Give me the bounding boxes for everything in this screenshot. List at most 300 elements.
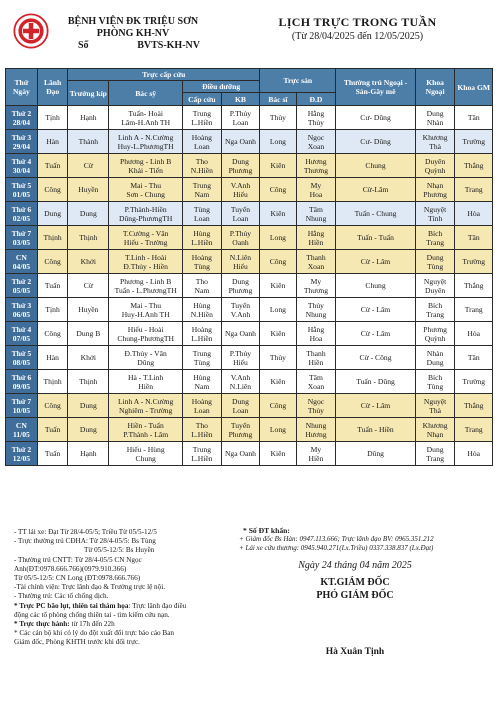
cell-regular-line: Tuấn - Hiền [357,425,394,434]
cell-ob-doctor-line: Thủy [269,113,286,122]
cell-doctor [109,202,183,226]
cell-leader [37,346,68,370]
table-row [6,178,493,202]
cell-leader-line: Công [44,401,61,410]
cell-nurse-kb-line: Dung [232,396,249,406]
cell-nurse-er-line: N.Hiền [190,165,213,175]
cell-anesthesia [455,274,493,298]
cell-surgery-line: Tùng [427,261,444,271]
cell-ob-doctor [260,202,296,226]
cell-day-line: Thứ 5 [11,348,32,358]
cell-ob-dd [296,154,336,178]
cell-ob-dd-line: Hiền [308,453,324,463]
cell-day-line: Thứ 4 [11,156,32,166]
cell-ob-dd-line: My [310,276,322,286]
page-title: LỊCH TRỰC TRONG TUẦN [278,15,437,29]
notes-block [14,528,239,648]
col-anesthesia: Khoa GM [455,69,493,106]
cell-ob-dd-line: Xoan [307,261,325,271]
cell-leader-line: Tuấn [44,161,61,170]
cell-regular-line: Cừ - Lâm [360,257,391,266]
cell-nurse-kb [221,394,260,418]
cell-surgery-line: Bích [427,372,443,382]
cell-regular [336,130,415,154]
cell-surgery-line: Quỳnh [424,165,446,175]
cell-leader [37,130,68,154]
cell-nurse-kb-line: Loan [232,213,249,223]
cell-leader [37,322,68,346]
table-row [6,298,493,322]
cell-leader [37,250,68,274]
emergency-contacts [233,526,495,553]
cell-regular-line: Cừ - Lâm [360,401,391,410]
cell-day [6,418,38,442]
cell-day [6,178,38,202]
cell-nurse-er [183,298,222,322]
cell-nurse-kb-line: Nga Oanh [224,449,256,458]
cell-team-lead [68,178,109,202]
cell-doctor [109,394,183,418]
cell-ob-doctor [260,322,296,346]
cell-day-line: Thứ 3 [11,300,32,310]
cell-anesthesia-line: Thắng [464,281,484,290]
cell-ob-dd [296,346,336,370]
cell-ob-dd [296,106,336,130]
table-row [6,106,493,130]
cell-day [6,106,38,130]
cell-surgery-line: Bích [427,300,443,310]
cell-ob-dd-line: Nhung [305,309,327,319]
cell-nurse-er [183,130,222,154]
cell-nurse-kb [221,274,260,298]
cell-doctor [109,346,183,370]
col-nurse-er: Cấp cứu [183,93,222,106]
cell-team-lead-line: Cừ [83,161,93,170]
cell-nurse-kb-line: V.Anh [230,180,251,190]
cell-team-lead-line: Thành [78,137,99,146]
cell-day-line: Thứ 2 [11,276,32,286]
cell-ob-dd-line: Thanh [306,348,326,358]
cell-doctor-line: Lâm-H.Anh TH [121,117,171,127]
cell-ob-doctor-line: Công [269,257,287,266]
cell-doctor-line: Linh A - N.Cường [117,132,174,142]
cell-ob-dd-line: Xoan [307,381,325,391]
cell-doctor-line: Mai - Thu [130,180,161,190]
cell-surgery [415,130,455,154]
cell-surgery-line: Phương [423,324,447,334]
cell-nurse-kb [221,202,260,226]
cell-nurse-kb [221,250,260,274]
cell-anesthesia [455,418,493,442]
col-team-lead: Trưởng kíp [68,81,109,106]
cell-ob-dd [296,274,336,298]
cell-anesthesia [455,154,493,178]
note-line: Từ 05/5-12/5: CN Long (ĐT:0978.666.766) [14,574,141,583]
cell-regular [336,154,415,178]
cell-day-line: 08/05 [12,357,31,367]
signature-date: Ngày 24 tháng 04 năm 2025 [298,560,412,571]
cell-day-line: 09/05 [12,381,31,391]
cell-anesthesia [455,370,493,394]
cell-ob-doctor-line: Long [269,137,286,146]
cell-regular [336,226,415,250]
note-bold: * Trực PC bão lụt, thiên tai thảm họa [14,601,129,610]
cell-team-lead-line: Cừ [83,281,93,290]
cell-leader [37,418,68,442]
cell-nurse-kb-line: Loan [232,405,249,415]
cell-doctor-line: Hiền - Tuấn [127,420,164,430]
cell-ob-doctor [260,394,296,418]
cell-day-line: 04/05 [12,261,31,271]
table-row [6,346,493,370]
cell-leader-line: Hàn [46,353,59,362]
cell-day [6,226,38,250]
cell-nurse-er [183,418,222,442]
note-line: - Thường trú CNTT: Từ 28/4-05/5 CN Ngọc [14,555,142,564]
cell-day-line: 30/04 [12,165,31,175]
cell-doctor-line: Hiếu - Trường [123,237,168,247]
cell-day [6,346,38,370]
cell-leader-line: Tuấn [44,281,61,290]
cell-nurse-er-line: Hoàng [191,324,212,334]
cell-ob-dd-line: Hằng [307,324,325,334]
cell-surgery-line: Dung [426,444,444,454]
cell-anesthesia [455,442,493,466]
cell-nurse-kb [221,130,260,154]
cell-surgery-line: Nhạn [426,429,444,439]
cell-surgery-line: Trang [426,453,445,463]
number-value: BVTS-KH-NV [137,40,200,51]
cell-ob-dd-line: Thủy [307,405,324,415]
cell-nurse-kb-line: Phương [228,165,253,175]
cell-surgery [415,226,455,250]
cell-nurse-kb-line: N.Liên [229,381,252,391]
cell-surgery [415,178,455,202]
cell-leader-line: Tịnh [45,113,60,122]
cell-nurse-kb-line: P.Thủy [229,348,252,358]
cell-ob-doctor-line: Công [269,401,287,410]
cell-nurse-er-line: Tho [195,420,208,430]
cell-doctor [109,178,183,202]
cell-nurse-kb-line: N.Liên [229,252,252,262]
cell-regular [336,178,415,202]
cell-nurse-er-line: Hoàng [191,396,212,406]
cell-doctor-line: Hà - T.Linh [127,372,164,382]
cell-doctor-line: Hiền [138,381,154,391]
cell-team-lead-line: Khởi [80,257,97,266]
cell-nurse-er-line: Nam [194,381,210,391]
cell-team-lead [68,394,109,418]
cell-leader-line: Công [44,257,61,266]
cell-team-lead [68,226,109,250]
cell-nurse-er [183,106,222,130]
cell-nurse-er-line: Trung [192,444,211,454]
cell-ob-dd-line: Nhung [305,420,327,430]
cell-doctor-line: Phương - Linh B [119,156,172,166]
cell-day-line: 01/05 [12,189,31,199]
cell-doctor [109,226,183,250]
cell-doctor-line: Mai - Thu [130,300,161,310]
cell-surgery-line: Dung [426,108,444,118]
cell-nurse-er [183,154,222,178]
cell-leader-line: Dung [44,209,62,218]
cell-nurse-er-line: Hoàng [191,252,212,262]
cell-anesthesia-line: Trường [462,377,486,386]
cell-day [6,298,38,322]
cell-anesthesia-line: Tân [467,113,480,122]
cell-nurse-er-line: Tùng [193,261,210,271]
cell-regular-line: Dũng [367,449,384,458]
cell-nurse-er-line: Trung [192,180,211,190]
cell-team-lead-line: Huyền [78,185,99,194]
cell-leader [37,226,68,250]
cell-leader-line: Công [44,185,61,194]
cell-nurse-er-line: Hùng [193,372,211,382]
cell-nurse-er [183,394,222,418]
cell-ob-doctor [260,250,296,274]
cell-nurse-er [183,322,222,346]
cell-surgery-line: Dung [426,357,444,367]
cell-ob-doctor [260,418,296,442]
cell-regular-line: Cừ - Lâm [360,329,391,338]
cell-anesthesia [455,106,493,130]
cell-leader [37,154,68,178]
cell-anesthesia [455,394,493,418]
cell-doctor-line: T.Cường - Vân [122,228,169,238]
cell-anesthesia-line: Thắng [464,161,484,170]
schedule-body [6,106,493,466]
cell-regular-line: Cư- Dũng [360,113,391,122]
signature-block [255,560,455,657]
cell-team-lead-line: Dung [79,401,97,410]
cell-anesthesia-line: Tân [467,233,480,242]
cell-nurse-kb-line: Dung [232,156,249,166]
cell-ob-doctor-line: Long [269,305,286,314]
cell-ob-doctor [260,298,296,322]
cell-day-line: Thứ 2 [11,108,32,118]
cell-ob-dd-line: Ngọc [307,132,325,142]
cell-doctor-line: P.Thành-Hiền [124,204,167,214]
cell-doctor [109,106,183,130]
document-number [58,40,208,52]
cell-surgery-line: Phương [423,189,447,199]
cell-day-line: Thứ 3 [11,132,32,142]
cell-ob-dd-line: Hương [305,156,327,166]
cell-ob-dd-line: Hiền [308,357,324,367]
cell-regular [336,298,415,322]
cell-day [6,442,38,466]
cell-surgery-line: Nhàn [426,117,444,127]
note-text: : Trực lãnh đạo điều [128,601,187,610]
cell-team-lead [68,418,109,442]
cell-doctor-line: Hiếu - Hùng [126,444,165,454]
cell-regular [336,370,415,394]
cell-ob-dd-line: Hoa [309,189,323,199]
cell-leader [37,178,68,202]
cell-surgery-line: Tùng [427,381,444,391]
cell-leader [37,106,68,130]
cell-regular [336,418,415,442]
cell-team-lead [68,154,109,178]
cell-doctor-line: Phương - Linh B [119,276,172,286]
cell-anesthesia-line: Trang [464,305,483,314]
cell-ob-dd-line: Thủy [307,117,324,127]
cell-nurse-er-line: Tho [195,156,208,166]
cell-anesthesia-line: Trang [464,185,483,194]
cell-regular-line: Cư- Dũng [360,137,391,146]
cell-nurse-kb-line: Oanh [232,237,249,247]
cell-nurse-kb [221,226,260,250]
cell-doctor [109,322,183,346]
cell-ob-doctor-line: Thủy [269,353,286,362]
title-block [250,15,465,42]
cell-nurse-kb-line: Phương [228,429,253,439]
cell-day-line: Thứ 6 [11,372,32,382]
contacts-heading: * Số ĐT khẩn: [243,526,290,535]
cell-nurse-er-line: L.Hiền [191,453,213,463]
cell-day-line: 29/04 [12,141,31,151]
cell-ob-doctor [260,106,296,130]
cell-day [6,130,38,154]
cell-surgery-line: Duyên [424,156,446,166]
cell-ob-dd [296,370,336,394]
cell-anesthesia [455,130,493,154]
cell-leader-line: Tuấn [44,425,61,434]
cell-day-line: Thứ 4 [11,324,32,334]
cell-day [6,322,38,346]
cell-day [6,370,38,394]
cell-doctor-line: Dũng [137,357,155,367]
col-nurse-kb: KB [221,93,260,106]
cell-regular-line: Cừ - Công [359,353,392,362]
cell-nurse-er-line: L.Hiền [191,117,213,127]
cell-surgery-line: Duyên [424,285,446,295]
cell-ob-doctor [260,274,296,298]
cell-nurse-kb [221,106,260,130]
cell-anesthesia-line: Hòa [467,329,481,338]
cell-regular [336,202,415,226]
cell-surgery [415,346,455,370]
col-nursing: Điều dưỡng [183,81,260,93]
note-line: -Tài chính viện: Trực lãnh đạo & Trưởng trực lệ nội. [14,583,166,592]
cell-leader-line: Tuấn [44,449,61,458]
cell-anesthesia-line: Trang [464,425,483,434]
cell-surgery-line: Thà [429,405,442,415]
table-row [6,442,493,466]
table-row [6,202,493,226]
col-obstetric: Trực sản [260,69,336,93]
cell-ob-doctor-line: Long [269,425,286,434]
contact-line: + Lái xe cứu thương: 0945.940.271(Lx.Triều) 0337.338.837 (Lx.Đạt) [239,544,434,552]
col-day: Thứ Ngày [6,69,38,106]
hospital-logo-icon [13,13,49,49]
cell-doctor [109,250,183,274]
cell-day-line: 10/05 [12,405,31,415]
cell-surgery-line: Bích [427,228,443,238]
cell-surgery [415,274,455,298]
cell-anesthesia [455,298,493,322]
cell-team-lead-line: Dung [79,209,97,218]
cell-nurse-er [183,370,222,394]
cell-leader-line: Thịnh [43,377,62,386]
cell-day-line: Thứ 5 [11,180,32,190]
cell-doctor [109,442,183,466]
cell-regular [336,322,415,346]
cell-nurse-kb-line: Tuyến [230,204,251,214]
cell-surgery [415,394,455,418]
cell-team-lead [68,370,109,394]
cell-doctor [109,130,183,154]
cell-ob-doctor [260,370,296,394]
cell-ob-dd-line: Hằng [307,228,325,238]
cell-leader-line: Hàn [46,137,59,146]
cell-day [6,202,38,226]
cell-day-line: 11/05 [12,429,30,439]
note-line: động các tổ phòng chống thiên tai - tìm kiếm cứu nạn. [14,610,170,619]
cell-ob-doctor [260,226,296,250]
cell-nurse-kb-line: Phương [228,285,253,295]
cell-surgery-line: Quỳnh [424,333,446,343]
cell-ob-dd-line: Tâm [308,372,323,382]
note-line: Anh(ĐT:0978.666.766)(0979.910.366) [14,564,127,573]
note-line [14,602,239,611]
schedule-table [5,68,493,466]
cell-surgery [415,442,455,466]
date-range: (Từ 28/04/2025 đến 12/05/2025) [291,31,424,42]
cell-day-line: 06/05 [12,309,31,319]
cell-day [6,154,38,178]
cell-nurse-er-line: Hùng [193,300,211,310]
cell-team-lead-line: Hạnh [80,449,97,458]
table-row [6,418,493,442]
cell-leader [37,442,68,466]
cell-nurse-kb-line: Hiếu [233,261,248,271]
cell-nurse-kb [221,154,260,178]
org-name: BỆNH VIỆN ĐK TRIỆU SƠN [67,16,199,27]
cell-ob-dd-line: Hoa [309,333,323,343]
cell-nurse-kb-line: V.Anh [230,372,251,382]
col-emergency: Trực cấp cứu [68,69,260,81]
cell-nurse-kb-line: Tuyến [230,300,251,310]
cell-nurse-er [183,274,222,298]
cell-team-lead [68,250,109,274]
cell-anesthesia [455,322,493,346]
cell-surgery [415,154,455,178]
cell-surgery-line: Khương [422,420,448,430]
cell-leader [37,370,68,394]
cell-ob-dd-line: Nhung [305,213,327,223]
cell-nurse-kb-line: Dung [232,276,249,286]
cell-surgery-line: Tính [427,213,443,223]
cell-ob-dd [296,298,336,322]
cell-surgery [415,298,455,322]
cell-nurse-kb-line: Hiếu [233,189,248,199]
cell-nurse-kb-line: P.Thủy [229,228,252,238]
note-line: - Thường trú: Các tổ chống dịch. [14,592,109,601]
col-leader: Lãnh Đạo [37,69,68,106]
cell-ob-doctor [260,442,296,466]
cell-team-lead [68,106,109,130]
cell-regular [336,274,415,298]
cell-doctor-line: Tuấn - L.PhươngTH [114,285,177,295]
cell-leader-line: Công [44,329,61,338]
cell-team-lead [68,202,109,226]
cell-surgery-line: Nhạn [426,180,444,190]
cell-nurse-er-line: Hùng [193,228,211,238]
cell-day-line: CN [15,252,27,262]
cell-nurse-er-line: Trung [192,108,211,118]
cell-surgery-line: Khương [422,132,448,142]
